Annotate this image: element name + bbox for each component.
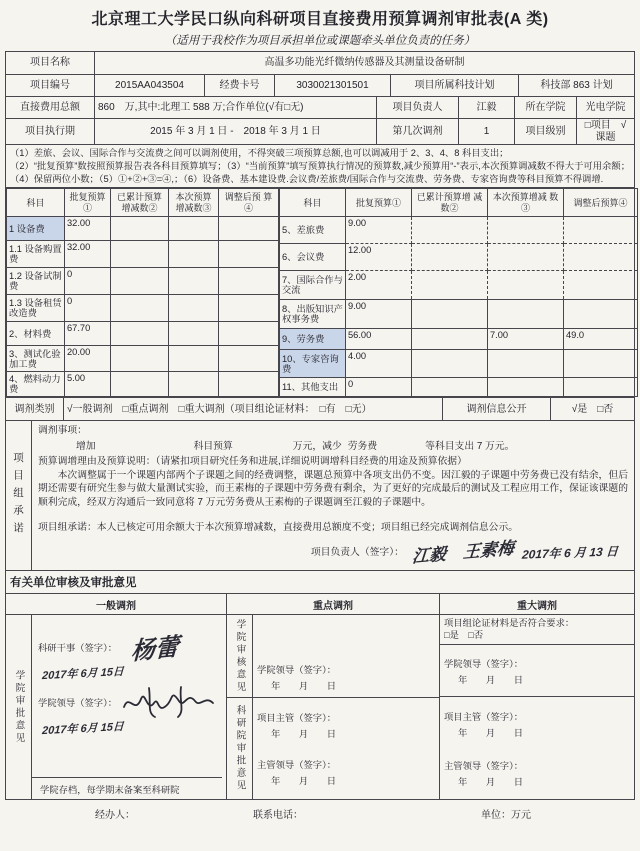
col-subject: 科目 bbox=[280, 189, 346, 217]
col-key-adjust: 重点调剂 bbox=[226, 594, 439, 614]
form-subtitle: （适用于我校作为项目承担单位或课题牵头单位负责的任务） bbox=[164, 35, 476, 47]
budget-row bbox=[280, 350, 638, 378]
major-leader2-label: 主管领导（签字）： bbox=[444, 760, 524, 771]
research-office-side-label: 科研院审批意见 bbox=[227, 698, 253, 799]
value-cell bbox=[169, 268, 219, 295]
key-pm-block bbox=[257, 710, 435, 740]
staff-sign-date: 2017年 6月 15日 bbox=[41, 665, 125, 683]
adjust-times-value: 1 bbox=[458, 119, 514, 144]
value-cell: 0 bbox=[65, 295, 111, 322]
budget-row bbox=[7, 268, 279, 295]
value-cell bbox=[169, 346, 219, 372]
value-cell: 56.00 bbox=[346, 329, 412, 350]
value-cell: 20.00 bbox=[65, 346, 111, 372]
row-period bbox=[6, 118, 634, 144]
budget-header-row bbox=[7, 189, 279, 217]
key-adjust-cell bbox=[226, 615, 439, 799]
value-cell: 32.00 bbox=[65, 217, 111, 241]
subject-cell: 11、其他支出 bbox=[280, 378, 346, 397]
col-major-adjust: 重大调剂 bbox=[439, 594, 634, 614]
reason-label: 预算调增理由及预算说明：（请紧扣项目研究任务和进展,详细说明调增科目经费的用途及预算依据） bbox=[38, 455, 467, 467]
college-review-row bbox=[227, 615, 439, 698]
value-cell bbox=[412, 271, 488, 300]
college-leader-signature-scribble bbox=[121, 685, 216, 719]
value-cell: 32.00 bbox=[65, 241, 111, 268]
subject-cell: 10、专家咨询费 bbox=[280, 350, 346, 378]
value-cell bbox=[111, 295, 169, 322]
value-cell bbox=[219, 372, 279, 397]
project-no-label: 项目编号 bbox=[30, 79, 70, 91]
major-pm-label: 项目主管（签字）： bbox=[444, 711, 524, 722]
matter-decrease-subject: 劳务费 bbox=[347, 440, 378, 452]
subject-cell: 8、出版知识产权事务费 bbox=[280, 300, 346, 329]
value-cell: 9.00 bbox=[346, 300, 412, 329]
unit-label: 单位：万元 bbox=[481, 810, 531, 822]
publicity-label: 调剂信息公开 bbox=[442, 398, 550, 420]
adjust-times-label: 第几次调剂 bbox=[376, 119, 458, 144]
major-adjust-cell bbox=[439, 615, 634, 799]
school-value: 光电学院 bbox=[576, 97, 634, 118]
budget-row bbox=[7, 346, 279, 372]
leader-sign-line bbox=[38, 537, 619, 567]
col-adjusted: 调整后预算④ bbox=[564, 189, 638, 217]
row-direct-cost bbox=[6, 96, 634, 118]
staff-sign-block bbox=[38, 629, 222, 681]
col-current: 本次预算增减 数③ bbox=[488, 189, 564, 217]
date-placeholder: 年 月 日 bbox=[458, 727, 524, 738]
col-cumulative: 已累计预算 增减数② bbox=[111, 189, 169, 217]
value-cell bbox=[564, 300, 638, 329]
note-line: （2）“批复预算”数按照预算报告表各科目预算填写；（3）“当前预算”填写预算执行情况的预算数,减少预算用“-”表示,本次预算调减数不得大于可用余额；（4）保留两位小数；（5）①+②+③=④,；（6）设备费、基本建设费.会议费/差旅费/国际合作与交流费、劳务费、专家咨询费等科目预算不得调增. bbox=[10, 160, 630, 184]
value-cell bbox=[488, 271, 564, 300]
archive-note: 学院存档，每学期末备案至科研院 bbox=[32, 777, 222, 799]
fund-card-value: 3030021301501 bbox=[274, 75, 390, 96]
staff-sign-label: 科研干事（签字）： bbox=[38, 642, 118, 653]
review-header-row bbox=[6, 594, 634, 614]
college-leader-sign-date: 2017年 6月 15日 bbox=[41, 720, 125, 738]
fund-card-label: 经费卡号 bbox=[204, 75, 274, 96]
value-cell bbox=[488, 244, 564, 271]
handler-label: 经办人： bbox=[95, 810, 135, 822]
budget-row bbox=[7, 322, 279, 346]
date-placeholder: 年 月 日 bbox=[458, 776, 524, 787]
subject-cell: 1 设备费 bbox=[7, 217, 65, 241]
evidence-question-block bbox=[440, 615, 634, 645]
budget-table bbox=[5, 187, 635, 398]
key-leader2-block bbox=[257, 757, 435, 787]
budget-row bbox=[280, 329, 638, 350]
general-adjust-cell bbox=[6, 615, 226, 799]
value-cell bbox=[111, 268, 169, 295]
project-no-value: 2015AA043504 bbox=[94, 75, 204, 96]
budget-header-row bbox=[280, 189, 638, 217]
plan-value: 科技部 863 计划 bbox=[518, 75, 634, 96]
value-cell: 67.70 bbox=[65, 322, 111, 346]
col-approved: 批复预算① bbox=[346, 189, 412, 217]
promise-text: 项目组承诺：本人已核定可用余额大于本次预算增减数，直接费用总额度不变；项目组已经完成调剂信息公示。 bbox=[38, 521, 519, 533]
matter-subject-budget: 科目预算 bbox=[193, 440, 233, 452]
date-placeholder: 年 月 日 bbox=[458, 674, 524, 685]
value-cell bbox=[111, 372, 169, 397]
value-cell bbox=[111, 217, 169, 241]
project-info-table bbox=[5, 51, 635, 145]
value-cell: 12.00 bbox=[346, 244, 412, 271]
direct-cost-label: 直接费用总额 bbox=[20, 101, 80, 113]
subject-cell: 4、燃料动力费 bbox=[7, 372, 65, 397]
budget-row bbox=[280, 378, 638, 397]
value-cell bbox=[412, 217, 488, 244]
adjust-type-row bbox=[5, 397, 635, 421]
value-cell bbox=[169, 295, 219, 322]
subject-cell: 1.3 设备租赁改造费 bbox=[7, 295, 65, 322]
matter-line bbox=[38, 440, 628, 453]
value-cell: 7.00 bbox=[488, 329, 564, 350]
leader-value: 江毅 bbox=[458, 97, 514, 118]
college-leader-sign-label: 学院领导（签字）： bbox=[38, 698, 118, 709]
date-placeholder: 年 月 日 bbox=[271, 728, 337, 739]
budget-table-right bbox=[279, 188, 638, 397]
value-cell bbox=[488, 378, 564, 397]
staff-signature: 杨蕾 bbox=[130, 633, 180, 666]
budget-row bbox=[280, 217, 638, 244]
col-approved: 批复预算 ① bbox=[65, 189, 111, 217]
col-subject: 科目 bbox=[7, 189, 65, 217]
value-cell: 0 bbox=[65, 268, 111, 295]
value-cell: 0 bbox=[346, 378, 412, 397]
value-cell bbox=[488, 300, 564, 329]
value-cell bbox=[169, 217, 219, 241]
value-cell bbox=[111, 322, 169, 346]
subject-cell: 1.1 设备购置费 bbox=[7, 241, 65, 268]
value-cell bbox=[564, 271, 638, 300]
value-cell: 4.00 bbox=[346, 350, 412, 378]
major-pm-block bbox=[444, 709, 630, 739]
subject-cell: 1.2 设备试制费 bbox=[7, 268, 65, 295]
key-pm-label: 项目主管（签字）： bbox=[257, 712, 337, 723]
commitment-side-label: 项目组承诺 bbox=[6, 421, 32, 570]
matter-label: 调剂事项： bbox=[38, 425, 87, 437]
value-cell bbox=[412, 329, 488, 350]
review-table bbox=[5, 593, 635, 800]
key-leader2-label: 主管领导（签字）： bbox=[257, 760, 337, 771]
date-placeholder: 年 月 日 bbox=[271, 776, 337, 787]
phone-label: 联系电话： bbox=[253, 810, 303, 822]
footer-row bbox=[5, 806, 635, 821]
budget-row bbox=[7, 217, 279, 241]
commitment-section bbox=[5, 420, 635, 571]
subject-cell: 2、材料费 bbox=[7, 322, 65, 346]
publicity-value: √是 □否 bbox=[550, 398, 634, 420]
row-project-no bbox=[6, 74, 634, 96]
college-leader-sign-block bbox=[38, 685, 222, 736]
direct-cost-value: 860 万,其中:北理工 588 万;合作单位(√有□无) bbox=[94, 97, 376, 118]
value-cell bbox=[412, 378, 488, 397]
budget-row bbox=[280, 271, 638, 300]
value-cell: 49.0 bbox=[564, 329, 638, 350]
subject-cell: 6、会议费 bbox=[280, 244, 346, 271]
value-cell bbox=[219, 295, 279, 322]
level-value: □项目 √课题 bbox=[576, 119, 634, 144]
subject-cell: 5、差旅费 bbox=[280, 217, 346, 244]
notes-block bbox=[5, 144, 635, 188]
matter-tail: 等科目支出 7 万元。 bbox=[425, 440, 515, 452]
value-cell bbox=[564, 350, 638, 378]
leader-sign-label: 项目负责人（签字）： bbox=[310, 547, 404, 559]
school-label: 所在学院 bbox=[514, 97, 576, 118]
budget-table-left bbox=[6, 188, 279, 397]
value-cell bbox=[488, 217, 564, 244]
col-adjusted: 调整后预 算④ bbox=[219, 189, 279, 217]
value-cell bbox=[169, 241, 219, 268]
value-cell bbox=[219, 241, 279, 268]
reason-text: 本次调整属于一个课题内部两个子课题之间的经费调整，课题总预算中各项支出仍不变。因江毅的子课题中劳务费已没有结余，但后期还需要有研究生参与做大量测试实验，而王素梅的子课题中劳务费有剩余，为了更好的完成最后的测试及工程应用工作，保证该课题的顺利完成，经双方沟通后一致同意将 7 万元劳务费从王素梅的子课题调至江毅的子课题中。 bbox=[38, 470, 628, 508]
budget-row bbox=[280, 300, 638, 329]
col-current: 本次预算 增减数③ bbox=[169, 189, 219, 217]
subject-cell: 3、测试化验加工费 bbox=[7, 346, 65, 372]
level-label: 项目级别 bbox=[514, 119, 576, 144]
value-cell: 9.00 bbox=[346, 217, 412, 244]
value-cell bbox=[111, 346, 169, 372]
leader-label: 项目负责人 bbox=[376, 97, 458, 118]
value-cell bbox=[564, 244, 638, 271]
period-label: 项目执行期 bbox=[25, 125, 75, 137]
major-college-leader-label: 学院领导（签字）： bbox=[444, 658, 524, 669]
form-title: 北京理工大学民口纵向科研项目直接费用预算调剂审批表(A 类) bbox=[91, 11, 549, 28]
evidence-question: 项目组论证材料是否符合要求： bbox=[444, 618, 575, 629]
review-section-title: 有关单位审核及审批意见 bbox=[5, 570, 635, 594]
research-office-row bbox=[227, 698, 439, 799]
leader-signature: 江毅 王素梅 bbox=[411, 537, 515, 567]
major-college-leader-block bbox=[440, 645, 634, 697]
budget-row bbox=[7, 295, 279, 322]
value-cell: 5.00 bbox=[65, 372, 111, 397]
subject-cell: 7、国际合作与交流 bbox=[280, 271, 346, 300]
value-cell bbox=[564, 217, 638, 244]
value-cell bbox=[111, 241, 169, 268]
value-cell bbox=[169, 322, 219, 346]
budget-row bbox=[7, 241, 279, 268]
evidence-options: □是 □否 bbox=[444, 630, 484, 641]
value-cell bbox=[412, 300, 488, 329]
college-approval-side-label: 学院审批意见 bbox=[6, 615, 32, 799]
project-name-label: 项目名称 bbox=[30, 57, 70, 69]
col-general-adjust: 一般调剂 bbox=[96, 600, 136, 612]
value-cell bbox=[219, 322, 279, 346]
subject-cell: 9、劳务费 bbox=[280, 329, 346, 350]
budget-row bbox=[7, 372, 279, 397]
plan-label: 项目所属科技计划 bbox=[390, 75, 518, 96]
value-cell: 2.00 bbox=[346, 271, 412, 300]
value-cell bbox=[219, 346, 279, 372]
value-cell bbox=[488, 350, 564, 378]
value-cell bbox=[169, 372, 219, 397]
value-cell bbox=[412, 244, 488, 271]
row-project-name bbox=[6, 52, 634, 74]
value-cell bbox=[564, 378, 638, 397]
matter-increase: 增加 bbox=[76, 440, 96, 452]
value-cell bbox=[219, 268, 279, 295]
adjust-type-label: 调剂类别 bbox=[14, 403, 55, 415]
value-cell bbox=[219, 217, 279, 241]
project-name-value: 高温多功能光纤微纳传感器及其测量设备研制 bbox=[94, 52, 634, 74]
adjust-type-options: √一般调剂 □重点调剂 □重大调剂（项目组论证材料： □有 □无） bbox=[63, 398, 442, 420]
period-value: 2015 年 3 月 1 日 - 2018 年 3 月 1 日 bbox=[94, 119, 376, 144]
matter-decrease: 万元，减少 bbox=[292, 440, 342, 452]
note-line: （1）差旅、会议、国际合作与交流费之间可以调剂使用，不得突破三项预算总额,也可以调减用于 2、3、4、8 科目支出； bbox=[10, 148, 509, 158]
college-review-side-label: 学院审核意见 bbox=[227, 615, 253, 697]
col-cumulative: 已累计预算增 减数② bbox=[412, 189, 488, 217]
leader-sign-date: 2017年 6 月 13 日 bbox=[521, 544, 619, 562]
key-college-leader-label: 学院领导（签字）： bbox=[257, 665, 337, 676]
major-leader2-block bbox=[444, 758, 630, 788]
date-placeholder: 年 月 日 bbox=[271, 681, 337, 692]
budget-row bbox=[280, 244, 638, 271]
value-cell bbox=[412, 350, 488, 378]
